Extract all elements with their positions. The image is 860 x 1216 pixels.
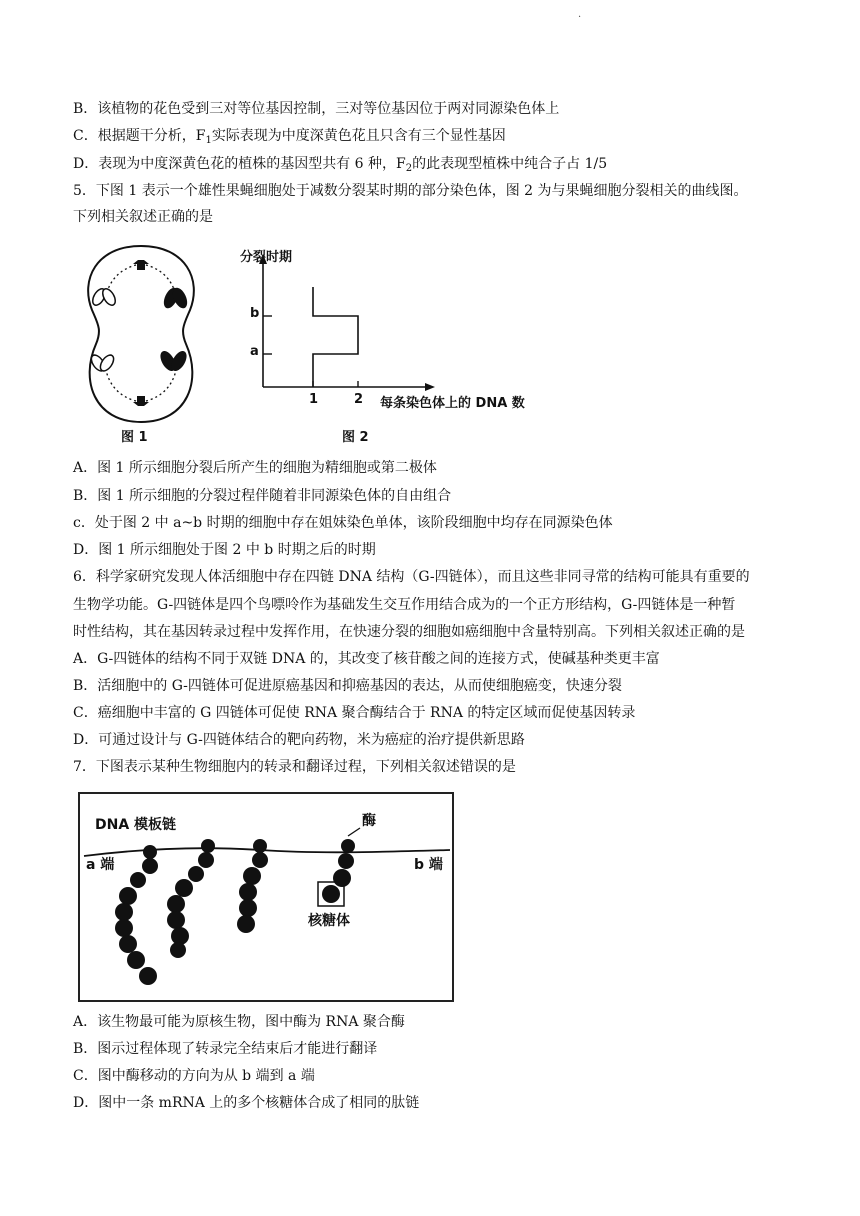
ribosome [119, 935, 137, 953]
q6-option-d: D．可通过设计与 G-四链体结合的靶向药物，米为癌症的治疗提供新思路 [73, 732, 525, 748]
x-axis-arrow [425, 383, 435, 391]
q6-option-b: B．活细胞中的 G-四链体可促进原癌基因和抑癌基因的表达，从而使细胞癌变，快速分裂 [73, 678, 622, 694]
q7-fig-b-end: b 端 [414, 857, 443, 873]
q4-option-b: B．该植物的花色受到三对等位基因控制，三对等位基因位于两对同源染色体上 [73, 101, 560, 117]
ribosome [175, 879, 193, 897]
ribosome [119, 887, 137, 905]
q6-stem-line3: 时性结构，其在基因转录过程中发挥作用，在快速分裂的细胞如癌细胞中含量特别高。下列相关叙述正确的是 [73, 624, 745, 640]
fig2-ytick-b: b [250, 306, 260, 321]
q7-fig-enzyme-label: 酶 [362, 813, 376, 829]
page-top-mark: · [578, 12, 582, 23]
q6-option-a: A．G-四链体的结构不同于双链 DNA 的，其改变了核苷酸之间的连接方式，使碱基种类更丰富 [73, 651, 660, 667]
q4-option-d [73, 154, 607, 179]
ribosome [239, 883, 257, 901]
ribosome [201, 839, 215, 853]
ribosome [130, 872, 146, 888]
q5-figure1 [76, 240, 206, 445]
dna-per-chromosome-curve [313, 287, 358, 387]
ribosome [127, 951, 145, 969]
q6-stem-line2: 生物学功能。G-四链体是四个鸟嘌呤作为基础发生交互作用结合成为的一个正方形结构，G-四链体是一种暂 [73, 597, 736, 613]
ribosome [142, 858, 158, 874]
ribosome [253, 839, 267, 853]
fig2-xtick-1: 1 [309, 392, 319, 407]
q5-figure2-svg [230, 240, 560, 410]
q7-fig-dna-label: DNA 模板链 [95, 817, 177, 833]
q4-option-c-pre: C．根据题干分析，F [73, 128, 206, 144]
ribosome [252, 852, 268, 868]
q5-figure2 [230, 240, 560, 445]
q7-option-c: C．图中酶移动的方向为从 b 端到 a 端 [73, 1068, 315, 1084]
q5-option-d: D．图 1 所示细胞处于图 2 中 b 时期之后的时期 [73, 542, 376, 558]
spindle-fiber [106, 370, 141, 402]
ribosome [237, 915, 255, 933]
ribosome [115, 903, 133, 921]
fig2-ytick-a: a [250, 344, 259, 359]
q5-option-c: c．处于图 2 中 a~b 时期的细胞中存在姐妹染色单体，该阶段细胞中均存在同源染色体 [73, 515, 613, 531]
q5-option-a: A．图 1 所示细胞分裂后所产生的细胞为精细胞或第二极体 [73, 460, 437, 476]
q6-option-c: C．癌细胞中丰富的 G 四链体可促使 RNA 聚合酶结合于 RNA 的特定区域而促使基因转录 [73, 705, 636, 721]
chromosome-hollow [100, 287, 118, 308]
q7-figure [78, 792, 454, 1002]
q4-option-c [73, 126, 506, 151]
fig2-xlabel: 每条染色体上的 DNA 数 [380, 396, 525, 411]
ribosome [333, 869, 351, 887]
q5-option-b: B．图 1 所示细胞的分裂过程伴随着非同源染色体的自由组合 [73, 488, 452, 504]
q5-figure1-cell-svg [76, 240, 206, 445]
q5-figure1-label: 图 1 [121, 430, 148, 445]
q4-option-d-pre: D．表现为中度深黄色花的植株的基因型共有 6 种，F [73, 156, 406, 172]
fig2-xtick-2: 2 [354, 392, 364, 407]
ribosome [115, 919, 133, 937]
q7-option-a: A．该生物最可能为原核生物，图中酶为 RNA 聚合酶 [73, 1014, 405, 1030]
q7-fig-ribosome-label: 核糖体 [308, 913, 350, 929]
ribosome [239, 899, 257, 917]
q4-option-d-post: 的此表现型植株中纯合子占 1/5 [412, 156, 608, 172]
ribosome-boxed [322, 885, 340, 903]
q5-stem-line2: 下列相关叙述正确的是 [73, 209, 213, 225]
ribosome [167, 911, 185, 929]
dna-template-strand [84, 848, 450, 856]
q4-option-c-post: 实际表现为中度深黄色花且只含有三个显性基因 [211, 128, 506, 144]
ribosome [338, 853, 354, 869]
q4-option-d-sub: 2 [405, 163, 413, 174]
ribosome [188, 866, 204, 882]
q4-option-c-sub: 1 [205, 135, 212, 146]
q6-stem-line1: 6．科学家研究发现人体活细胞中存在四链 DNA 结构（G-四链体），而且这些非同寻常的结构可能具有重要的 [73, 569, 750, 585]
ribosome [198, 852, 214, 868]
ribosome [243, 867, 261, 885]
enzyme-pointer-line [348, 828, 360, 836]
q7-fig-a-end: a 端 [86, 857, 115, 873]
enzyme [341, 839, 355, 853]
ribosome [139, 967, 157, 985]
fig2-ylabel: 分裂时期 [240, 250, 293, 265]
cell-membrane [88, 246, 194, 422]
ribosome [143, 845, 157, 859]
spindle-fiber [141, 370, 176, 402]
q7-option-d: D．图中一条 mRNA 上的多个核糖体合成了相同的肽链 [73, 1095, 420, 1111]
ribosome [167, 895, 185, 913]
q5-stem-line1: 5．下图 1 表示一个雄性果蝇细胞处于减数分裂某时期的部分染色体，图 2 为与果蝇细胞分裂相关的曲线图。 [73, 183, 748, 199]
q7-stem: 7．下图表示某种生物细胞内的转录和翻译过程，下列相关叙述错误的是 [73, 759, 516, 775]
q5-figure2-label: 图 2 [342, 430, 369, 445]
ribosome [170, 942, 186, 958]
q7-option-b: B．图示过程体现了转录完全结束后才能进行翻译 [73, 1041, 378, 1057]
